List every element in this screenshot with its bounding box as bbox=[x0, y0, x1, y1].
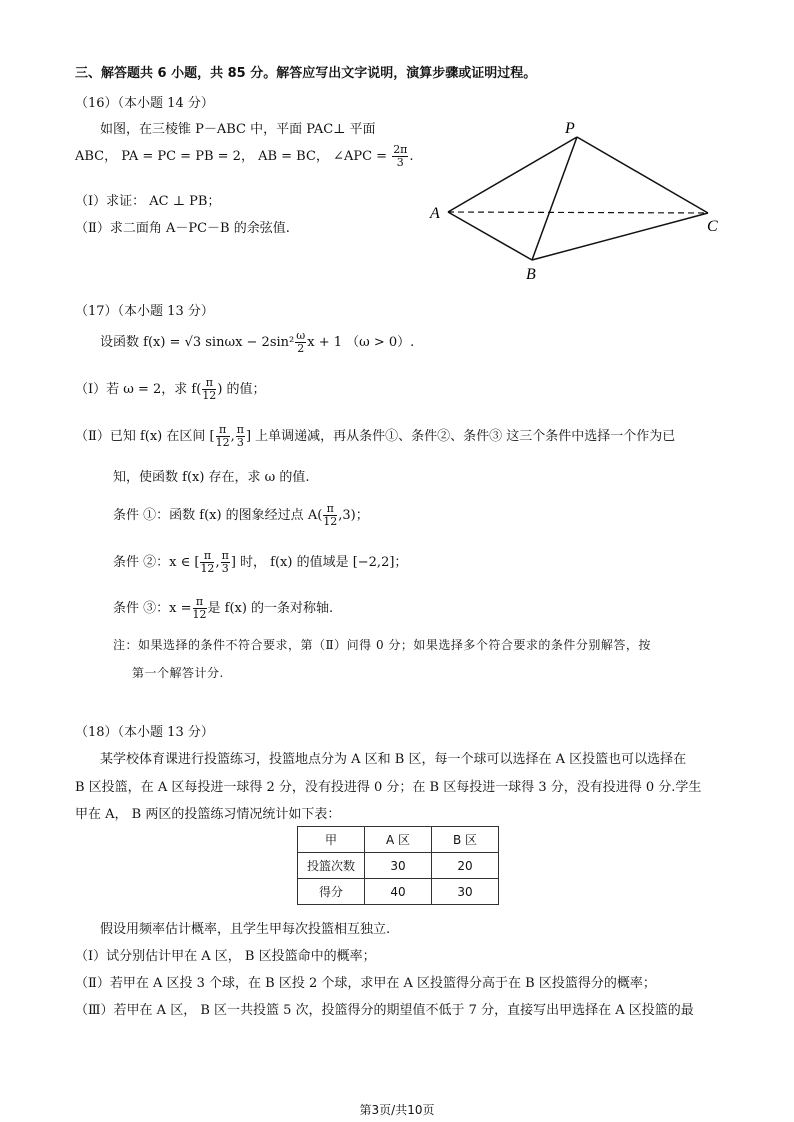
q17-c2-fraction1 bbox=[200, 550, 214, 575]
edge-ac-dashed bbox=[448, 212, 708, 213]
q17-c2-pre: 条件 ②：x ∈ [ bbox=[113, 555, 200, 570]
q17-c2-mid: , bbox=[215, 555, 220, 570]
q17-p2-num1: π bbox=[216, 424, 230, 437]
q17-condition1 bbox=[113, 503, 369, 528]
q17-c2-post: ] 时， f(x) 的值域是 [−2,2]； bbox=[230, 555, 408, 570]
edge-pb bbox=[532, 137, 577, 260]
q17-function bbox=[100, 330, 414, 355]
table-cell: 30 bbox=[365, 853, 432, 879]
q17-p1-pre: （Ⅰ）若 ω = 2，求 f( bbox=[75, 382, 202, 397]
q17-p2-fraction2 bbox=[236, 424, 245, 449]
q18-line3: 甲在 A， B 两区的投篮练习情况统计如下表： bbox=[75, 807, 341, 822]
q16-line1: 如图，在三棱锥 P－ABC 中，平面 PAC⊥ 平面 bbox=[100, 122, 376, 137]
q17-c2-den2: 3 bbox=[221, 562, 229, 575]
q17-p2-num2: π bbox=[236, 423, 244, 436]
q16-heading: （16）（本小题 14 分） bbox=[75, 96, 214, 111]
table-cell: 投篮次数 bbox=[298, 853, 365, 879]
q16-angle-den: 3 bbox=[396, 156, 404, 169]
q17-p2-pre: （Ⅱ）已知 f(x) 在区间 [ bbox=[75, 429, 215, 444]
q17-func-pre: 设函数 f(x) = √3 sinωx − 2sin² bbox=[100, 335, 295, 350]
q17-c2-den1: 12 bbox=[200, 562, 215, 575]
q17-c3-den: 12 bbox=[192, 608, 207, 621]
q17-c2-fraction2 bbox=[221, 550, 230, 575]
q17-c1-fraction bbox=[323, 503, 337, 528]
table-header-cell: 甲 bbox=[298, 827, 365, 853]
q17-c3-pre: 条件 ③：x = bbox=[113, 601, 192, 616]
q16-part1: （Ⅰ）求证： AC ⊥ PB； bbox=[75, 194, 221, 209]
q17-p2-den2: 3 bbox=[236, 436, 244, 449]
q17-note-line1: 注：如果选择的条件不符合要求，第（Ⅱ）问得 0 分；如果选择多个符合要求的条件分别解答，按 bbox=[113, 638, 651, 652]
q16-line2: ABC， PA = PC = PB = 2， AB = BC， ∠APC = $\frac{2\pi}{3}$ . bbox=[75, 143, 414, 169]
q16-angle-fraction bbox=[392, 144, 408, 169]
table-cell: 得分 bbox=[298, 879, 365, 905]
edge-ab bbox=[448, 212, 532, 260]
q17-p1-den: 12 bbox=[202, 389, 217, 402]
pyramid-figure bbox=[420, 115, 730, 285]
section-header: 三、解答题共 6 小题，共 85 分。解答应写出文字说明，演算步骤或证明过程。 bbox=[75, 66, 537, 81]
q18-part1: （Ⅰ）试分别估计甲在 A 区， B 区投篮命中的概率； bbox=[75, 949, 376, 964]
q17-part1 bbox=[75, 377, 266, 402]
q16-part2: （Ⅱ）求二面角 A－PC－B 的余弦值. bbox=[75, 221, 290, 236]
q17-heading: （17）（本小题 13 分） bbox=[75, 304, 214, 319]
q17-c3-fraction bbox=[193, 596, 207, 621]
q18-assumption: 假设用频率估计概率，且学生甲每次投篮相互独立. bbox=[100, 922, 391, 937]
q17-c3-post: 是 f(x) 的一条对称轴. bbox=[207, 601, 334, 616]
q17-condition3 bbox=[113, 596, 333, 621]
q17-p1-post: ) 的值； bbox=[217, 382, 266, 397]
label-b: B bbox=[526, 266, 536, 283]
q17-c3-num: π bbox=[193, 596, 207, 609]
q17-condition2 bbox=[113, 550, 407, 575]
q18-part3: （Ⅲ）若甲在 A 区， B 区一共投篮 5 次，投篮得分的期望值不低于 7 分，直接写出甲选择在 A 区投篮的最 bbox=[75, 1003, 694, 1018]
q18-line2: B 区投篮，在 A 区每投进一球得 2 分，没有投进得 0 分；在 B 区每投进一球得 3 分，没有投进得 0 分.学生 bbox=[75, 780, 702, 795]
q16-angle-num: 2π bbox=[393, 143, 408, 156]
q17-c2-num2: π bbox=[221, 549, 229, 562]
q17-func-post: x + 1 （ω > 0）. bbox=[307, 335, 415, 350]
q17-p2-fraction1 bbox=[216, 424, 230, 449]
q17-part2-line2: 知，使函数 f(x) 存在，求 ω 的值. bbox=[113, 470, 310, 485]
q17-p1-num: π bbox=[202, 377, 216, 390]
table-cell: 20 bbox=[432, 853, 499, 879]
q17-c1-pre: 条件 ①：函数 f(x) 的图象经过点 A( bbox=[113, 508, 323, 523]
edge-pc bbox=[577, 137, 708, 213]
table-cell: 30 bbox=[432, 879, 499, 905]
q16-line2-text: ABC， PA = PC = PB = 2， AB = BC， ∠APC = bbox=[75, 149, 388, 164]
q17-p2-den1: 12 bbox=[215, 436, 230, 449]
label-c: C bbox=[707, 218, 718, 235]
shooting-stats-table bbox=[297, 826, 499, 905]
q17-func-fraction bbox=[295, 330, 306, 355]
q17-func-num: ω bbox=[296, 329, 306, 342]
q18-line1: 某学校体育课进行投篮练习，投篮地点分为 A 区和 B 区，每一个球可以选择在 A 区投篮也可以选择在 bbox=[100, 752, 687, 767]
page-footer: 第3页/共10页 bbox=[359, 1103, 435, 1117]
edge-bc bbox=[532, 213, 708, 260]
q17-c2-num1: π bbox=[200, 550, 214, 563]
q17-func-den: 2 bbox=[297, 342, 305, 355]
q17-note-line2: 第一个解答计分. bbox=[132, 666, 224, 680]
edge-pa bbox=[448, 137, 577, 212]
q17-p1-fraction bbox=[202, 377, 216, 402]
q18-heading: （18）（本小题 13 分） bbox=[75, 725, 214, 740]
table-header-cell: A 区 bbox=[365, 827, 432, 853]
q17-part2 bbox=[75, 424, 675, 449]
table-header-row bbox=[298, 827, 499, 853]
q17-c1-den: 12 bbox=[323, 515, 338, 528]
q17-p2-post: ] 上单调递减，再从条件①、条件②、条件③ 这三个条件中选择一个作为已 bbox=[245, 429, 676, 444]
q17-p2-mid: , bbox=[230, 429, 235, 444]
label-p: P bbox=[565, 120, 575, 137]
q17-c1-num: π bbox=[323, 503, 337, 516]
q17-c1-post: ,3)； bbox=[338, 508, 369, 523]
q18-part2: （Ⅱ）若甲在 A 区投 3 个球，在 B 区投 2 个球，求甲在 A 区投篮得分高于在 B 区投篮得分的概率； bbox=[75, 976, 656, 991]
table-row bbox=[298, 853, 499, 879]
table-cell: 40 bbox=[365, 879, 432, 905]
label-a: A bbox=[430, 205, 440, 222]
table-row bbox=[298, 879, 499, 905]
table-header-cell: B 区 bbox=[432, 827, 499, 853]
